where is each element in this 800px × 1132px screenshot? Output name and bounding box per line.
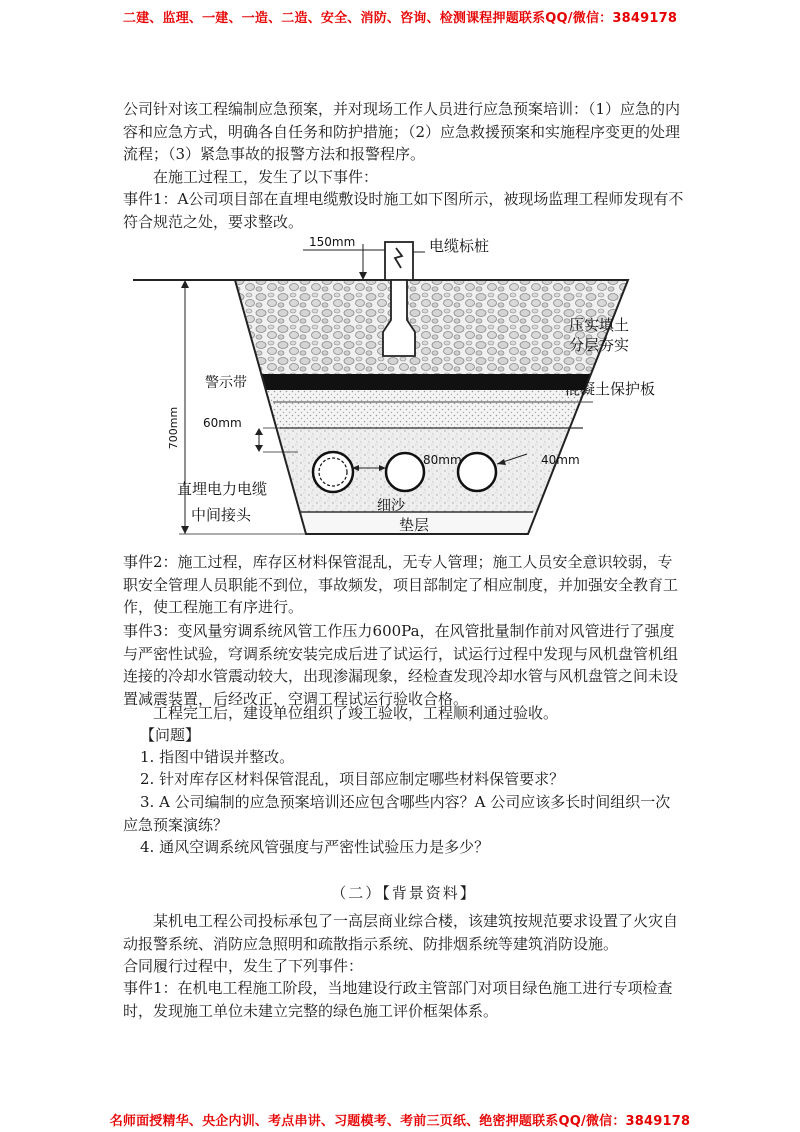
label-cable-joint-2: 中间接头 [191,506,252,524]
label-concrete-board: 混凝土保护板 [565,380,656,398]
paragraph-event-3: 事件3：变风量穷调系统风管工作压力600Pa，在风管批量制作前对风管进行了强度与严密性试验，穹调系统安装完成后进了试运行，试运行过程中发现与风机盘管机组连接的冷却水管震动较大，出现渗漏现象，经检查发现冷却水管与风机盘管之间未设置减震装置，后经改正，空调工程试运行验收合格。 [123,622,679,708]
label-warning-tape: 警示带 [205,375,247,391]
label-cable-marker: 电缆标桩 [429,237,490,255]
section-2-title: （二）【背景资料】 [331,884,477,902]
label-fine-sand: 细沙 [377,498,405,514]
footer-banner: 名师面授精华、央企内训、考点串讲、习题模考、考前三页纸、绝密押题联系QQ/微信：3849178 [109,1114,691,1129]
paragraph-emergency-plan: 公司针对该工程编制应急预案，并对现场工作人员进行应急预案培训：（1）应急的内容和应急方式，明确各自任务和防护措施；（2）应急救援预案和实施程序变更的处理流程；（3）紧急事故的报警方法和报警程序。 [123,100,681,164]
dim-700mm: 700mm [167,406,180,450]
dim-80mm: 80mm [423,453,462,467]
label-cushion: 垫层 [399,516,430,534]
label-fill-2: 分层夯实 [569,336,630,354]
section-2-paragraph-1: 某机电工程公司投标承包了一高层商业综合楼，该建筑按规范要求设置了火灾自动报警系统、消防应急照明和疏散指示系统、防排烟系统等建筑消防设施。 [123,912,679,953]
header-banner: 二建、监理、一建、一造、二造、安全、消防、咨询、检测课程押题联系QQ/微信：3849178 [122,11,678,26]
dim-150mm: 150mm [309,235,356,249]
question-2: 2. 针对库存区材料保管混乱，项目部应制定哪些材料保管要求？ [140,770,565,788]
section-2-event-1: 事件1：在机电工程施工阶段，当地建设行政主管部门对项目绿色施工进行专项检查时，发现施工单位未建立完整的绿色施工评价框架体系。 [123,979,673,1020]
paragraph-completion: 工程完工后，建设单位组织了竣工验收，工程顺利通过验收。 [153,704,559,722]
question-4: 4. 通风空调系统风管强度与严密性试验压力是多少？ [140,838,490,856]
dim-60mm: 60mm [203,416,242,430]
question-1: 1. 指图中错误并整改。 [140,748,295,766]
paragraph-events-intro: 在施工过程工，发生了以下事件： [153,168,379,186]
paragraph-event-2: 事件2：施工过程，库存区材料保管混乱，无专人管理；施工人员安全意识较弱，专职安全管理人员职能不到位，事故频发，项目部制定了相应制度，并加强安全教育工作，使工程施工有序进行。 [123,553,679,617]
section-2-paragraph-2: 合同履行过程中，发生了下列事件： [123,957,364,975]
cable-joint-circles [313,452,496,492]
dim-40mm: 40mm [541,453,580,467]
questions-heading: 【问题】 [140,726,201,744]
paragraph-event-1: 事件1：A公司项目部在直埋电缆敷设时施工如下图所示，被现场监理工程师发现有不符合规范之处，要求整改。 [123,190,684,231]
label-fill-1: 压实填土 [569,316,630,334]
cable-trench-diagram [123,228,688,546]
question-3: 3. A 公司编制的应急预案培训还应包含哪些内容？A 公司应该多长时间组织一次应急预案演练？ [123,793,671,834]
label-cable-joint-1: 直埋电力电缆 [177,480,268,498]
